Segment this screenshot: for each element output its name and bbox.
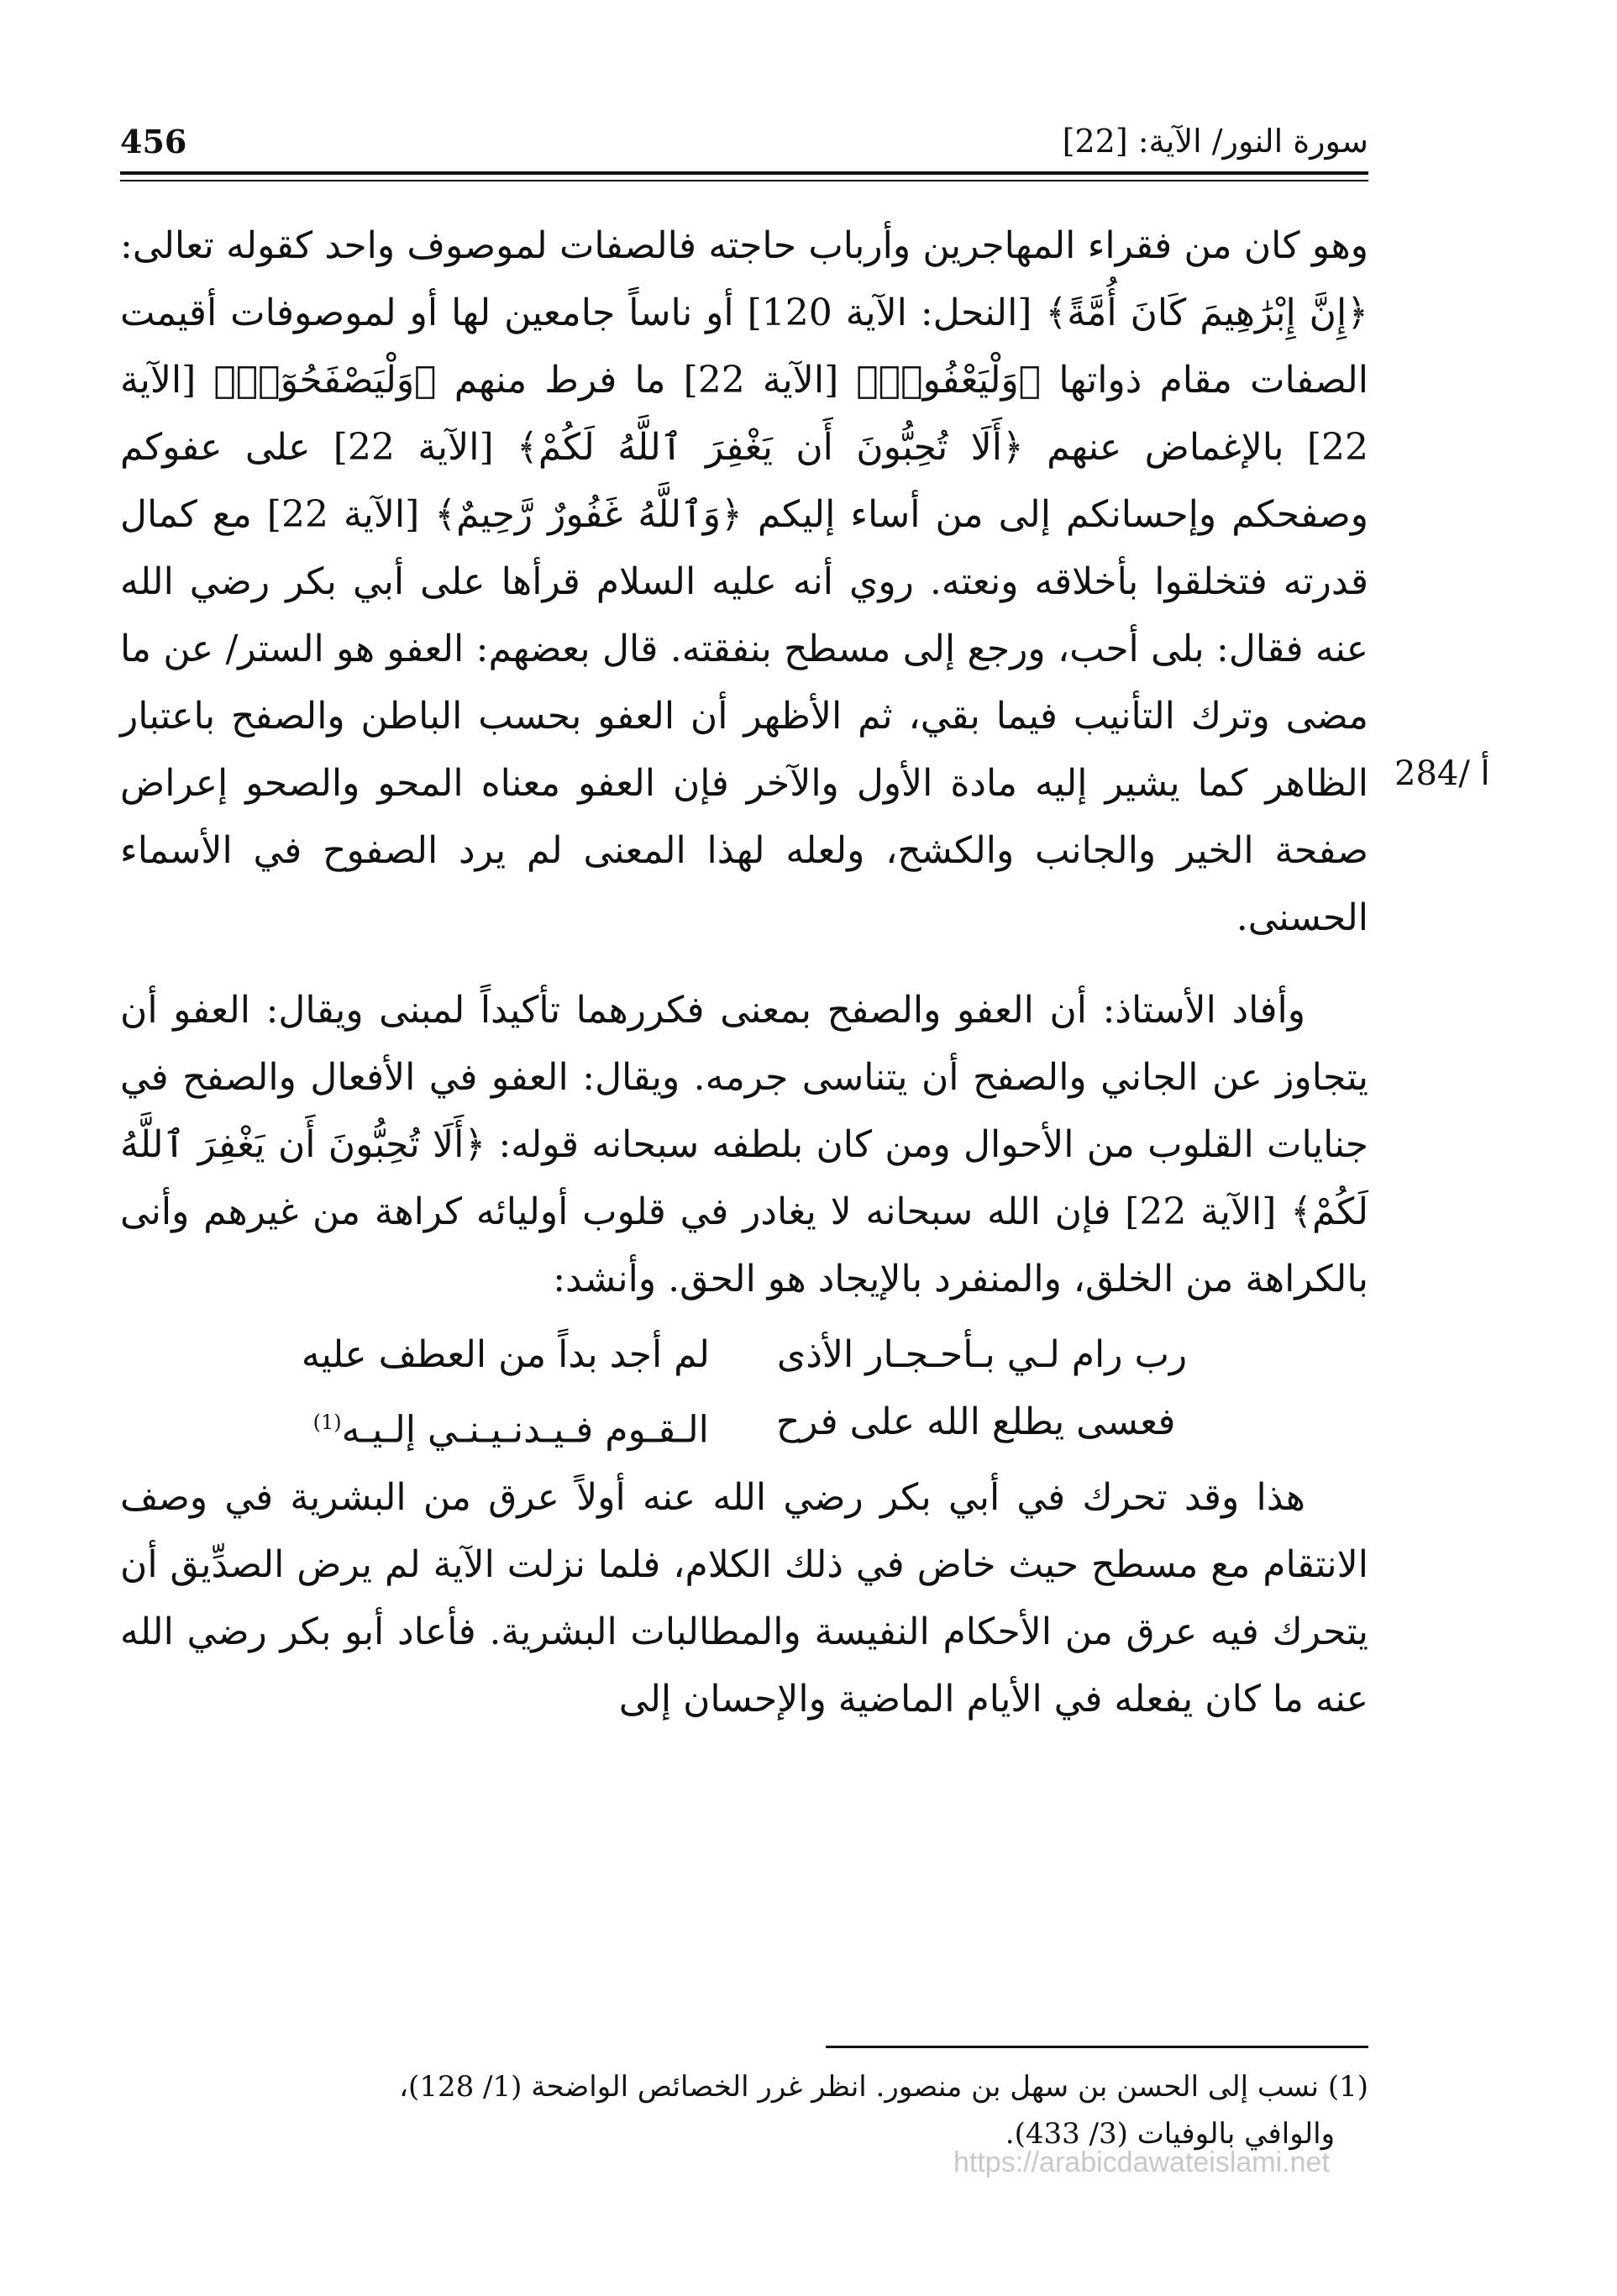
paragraph: وأفاد الأستاذ: أن العفو والصفح بمعنى فكررهما تأكيداً لمبنى ويقال: العفو أن يتجاوز عن الجاني والصفح أن يتناسى جرمه. ويقال: العفو في الأفعال والصفح في جنايات القلوب من الأحوال ومن كان بلطفه سبحانه قوله: ﴿أَلَا تُحِبُّونَ أَن يَغْفِرَ ٱللَّهُ لَكُمْ﴾ [الآية 22] فإن الله سبحانه لا يغادر في قلوب أوليائه كراهة من غيرهم وأنى بالكراهة من الخلق، والمنفرد بالإيجاد هو الحق. وأنشد:: [120, 989, 1369, 1300]
main-text: [120, 213, 1368, 1733]
paragraph: وهو كان من فقراء المهاجرين وأرباب حاجته فالصفات لموصوف واحد كقوله تعالى: ﴿إِنَّ إِبْرَٰهِيمَ كَانَ أُمَّةً﴾ [النحل: الآية 120] أو ناساً جامعين لها أو لموصوفات أقيمت الصفات مقام ذواتها ﴿وَلْيَعْفُوا۟﴾ [الآية 22] ما فرط منهم ﴿وَلْيَصْفَحُوٓا۟﴾ [الآية 22] بالإغماض عنهم ﴿أَلَا تُحِبُّونَ أَن يَغْفِرَ ٱللَّهُ لَكُمْ﴾ [الآية 22] على عفوكم وصفحكم وإحسانكم إلى من أساء إليكم ﴿وَٱللَّهُ غَفُورٌ رَّحِيمٌ﴾ [الآية 22] مع كمال قدرته فتخلقوا بأخلاقه ونعته. روي أنه عليه السلام قرأها على أبي بكر رضي الله عنه فقال: بلى أحب، ورجع إلى مسطح بنفقته. قال بعضهم: العفو هو الستر/ عن ما مضى وترك التأنيب فيما بقي، ثم الأظهر أن العفو بحسب الباطن والصفح باعتبار الظاهر كما يشير إليه مادة الأول والآخر فإن العفو معناه المحو والصحو إعراض صفحة الخير والجانب والكشح، ولعله لهذا المعنى لم يرد الصفوح في الأسماء الحسنى.: [120, 224, 1369, 939]
header-rule-thin: [120, 180, 1368, 181]
running-title: سورة النور/ الآية: [22]: [1062, 123, 1368, 160]
footnote-line: والوافي بالوفيات (3/ 433).: [1005, 2117, 1335, 2151]
poem-line: [120, 1321, 1368, 1389]
page-header: [120, 116, 1368, 168]
poem-line: [120, 1389, 1368, 1464]
poem-hemistich-first: فعسى يطلع الله على فرح: [775, 1400, 1176, 1443]
header-rule-thick: [120, 171, 1368, 175]
footnote-reference: (1): [312, 1411, 342, 1434]
poem-hemistich-second: الـقـوم فـيـدنـيـنـي إلـيـه$^{(1)}$: [312, 1408, 709, 1452]
footnote: [120, 2063, 1368, 2157]
footnote-line: (1) نسب إلى الحسن بن سهل بن منصور. انظر غرر الخصائص الواضحة (1/ 128)،: [399, 2070, 1368, 2104]
page-number: 456: [120, 123, 187, 160]
poem-hemistich-first: رب رام لـي بـأحـجـار الأذى: [776, 1333, 1188, 1376]
poem-hemistich-second: لم أجد بداً من العطف عليه: [301, 1333, 710, 1376]
footnote-separator: [826, 2046, 1368, 2048]
watermark-url: https://arabicdawateislami.net: [953, 2146, 1330, 2178]
paragraph: هذا وقد تحرك في أبي بكر رضي الله عنه أولاً عرق من البشرية في وصف الانتقام مع مسطح حيث خاض في ذلك الكلام، فلما نزلت الآية لم يرض الصدِّيق أن يتحرك فيه عرق من الأحكام النفيسة والمطالبات البشرية. فأعاد أبو بكر رضي الله عنه ما كان يفعله في الأيام الماضية والإحسان إلى: [120, 1475, 1368, 1721]
manuscript-folio-marker: 284/ أ: [1394, 754, 1490, 793]
